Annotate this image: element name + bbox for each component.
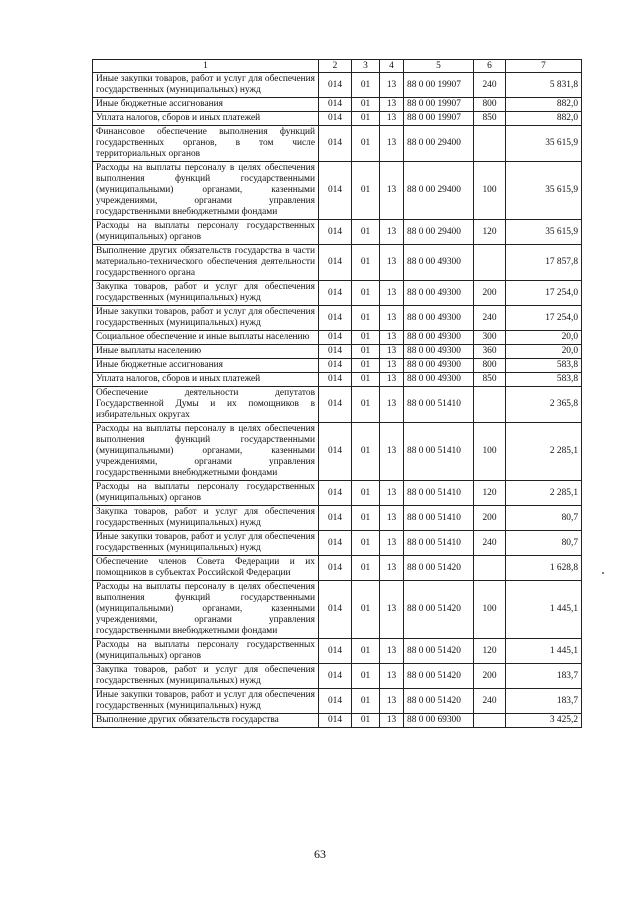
cell-csr: 88 0 00 49300 xyxy=(404,281,474,306)
cell-sum: 882,0 xyxy=(506,112,582,126)
table-row xyxy=(93,481,582,506)
cell-sum: 80,7 xyxy=(506,506,582,531)
cell-pr: 13 xyxy=(380,306,404,331)
cell-rz: 01 xyxy=(352,481,380,506)
cell-gr: 014 xyxy=(319,73,352,98)
cell-pr: 13 xyxy=(380,506,404,531)
cell-rz: 01 xyxy=(352,345,380,359)
cell-pr: 13 xyxy=(380,581,404,639)
cell-rz: 01 xyxy=(352,423,380,481)
cell-pr: 13 xyxy=(380,359,404,373)
table-row xyxy=(93,531,582,556)
cell-csr: 88 0 00 49300 xyxy=(404,331,474,345)
cell-csr: 88 0 00 49300 xyxy=(404,245,474,281)
cell-vr xyxy=(474,556,506,581)
table-row xyxy=(93,331,582,345)
table-row xyxy=(93,126,582,162)
cell-pr: 13 xyxy=(380,220,404,245)
page-number: 63 xyxy=(314,847,326,861)
cell-pr: 13 xyxy=(380,281,404,306)
cell-gr: 014 xyxy=(319,220,352,245)
table-row xyxy=(93,306,582,331)
cell-gr: 014 xyxy=(319,423,352,481)
cell-gr: 014 xyxy=(319,373,352,387)
cell-rz: 01 xyxy=(352,664,380,689)
cell-gr: 014 xyxy=(319,556,352,581)
column-header: 2 xyxy=(319,60,352,73)
cell-csr: 88 0 00 51420 xyxy=(404,556,474,581)
cell-vr xyxy=(474,387,506,423)
cell-csr: 88 0 00 29400 xyxy=(404,126,474,162)
cell-sum: 17 254,0 xyxy=(506,306,582,331)
cell-vr: 200 xyxy=(474,664,506,689)
cell-sum: 20,0 xyxy=(506,331,582,345)
cell-name: Выполнение других обязательств государства xyxy=(93,714,319,728)
cell-rz: 01 xyxy=(352,245,380,281)
cell-sum: 2 285,1 xyxy=(506,423,582,481)
cell-name: Обеспечение деятельности депутатов Государственной Думы и их помощников в избирательных округах xyxy=(93,387,319,423)
table-row xyxy=(93,639,582,664)
cell-name: Расходы на выплаты персоналу государственных (муниципальных) органов xyxy=(93,220,319,245)
cell-pr: 13 xyxy=(380,531,404,556)
table-row xyxy=(93,220,582,245)
cell-gr: 014 xyxy=(319,281,352,306)
cell-name: Иные выплаты населению xyxy=(93,345,319,359)
cell-csr: 88 0 00 29400 xyxy=(404,162,474,220)
cell-csr: 88 0 00 51410 xyxy=(404,423,474,481)
cell-gr: 014 xyxy=(319,112,352,126)
cell-rz: 01 xyxy=(352,714,380,728)
scan-speck xyxy=(602,572,604,574)
cell-csr: 88 0 00 51420 xyxy=(404,581,474,639)
cell-gr: 014 xyxy=(319,387,352,423)
cell-vr: 120 xyxy=(474,220,506,245)
cell-pr: 13 xyxy=(380,639,404,664)
cell-csr: 88 0 00 69300 xyxy=(404,714,474,728)
cell-name: Выполнение других обязательств государства в части материально-технического обеспечения деятельности государственного органа xyxy=(93,245,319,281)
cell-gr: 014 xyxy=(319,162,352,220)
cell-gr: 014 xyxy=(319,714,352,728)
cell-sum: 35 615,9 xyxy=(506,162,582,220)
cell-rz: 01 xyxy=(352,373,380,387)
column-header: 6 xyxy=(474,60,506,73)
cell-name: Социальное обеспечение и иные выплаты населению xyxy=(93,331,319,345)
cell-sum: 2 285,1 xyxy=(506,481,582,506)
cell-sum: 183,7 xyxy=(506,689,582,714)
cell-sum: 2 365,8 xyxy=(506,387,582,423)
cell-vr: 240 xyxy=(474,306,506,331)
cell-vr: 240 xyxy=(474,689,506,714)
cell-rz: 01 xyxy=(352,126,380,162)
cell-rz: 01 xyxy=(352,531,380,556)
cell-rz: 01 xyxy=(352,281,380,306)
cell-rz: 01 xyxy=(352,73,380,98)
cell-vr xyxy=(474,714,506,728)
table-row xyxy=(93,281,582,306)
cell-gr: 014 xyxy=(319,531,352,556)
cell-name: Иные закупки товаров, работ и услуг для обеспечения государственных (муниципальных) нужд xyxy=(93,531,319,556)
cell-sum: 183,7 xyxy=(506,664,582,689)
column-header: 1 xyxy=(93,60,319,73)
cell-gr: 014 xyxy=(319,98,352,112)
table-row xyxy=(93,112,582,126)
cell-rz: 01 xyxy=(352,162,380,220)
cell-sum: 3 425,2 xyxy=(506,714,582,728)
cell-csr: 88 0 00 19907 xyxy=(404,98,474,112)
budget-table xyxy=(92,59,582,728)
cell-rz: 01 xyxy=(352,506,380,531)
cell-vr: 800 xyxy=(474,359,506,373)
cell-sum: 1 445,1 xyxy=(506,581,582,639)
cell-vr: 300 xyxy=(474,331,506,345)
cell-name: Уплата налогов, сборов и иных платежей xyxy=(93,373,319,387)
cell-vr: 120 xyxy=(474,481,506,506)
cell-sum: 17 254,0 xyxy=(506,281,582,306)
table-row xyxy=(93,245,582,281)
column-header: 4 xyxy=(380,60,404,73)
cell-rz: 01 xyxy=(352,689,380,714)
cell-pr: 13 xyxy=(380,664,404,689)
cell-vr xyxy=(474,126,506,162)
cell-sum: 5 831,8 xyxy=(506,73,582,98)
cell-pr: 13 xyxy=(380,345,404,359)
cell-vr: 240 xyxy=(474,531,506,556)
cell-vr: 100 xyxy=(474,162,506,220)
table-row xyxy=(93,98,582,112)
cell-gr: 014 xyxy=(319,639,352,664)
cell-csr: 88 0 00 49300 xyxy=(404,359,474,373)
cell-name: Закупка товаров, работ и услуг для обеспечения государственных (муниципальных) нужд xyxy=(93,664,319,689)
cell-name: Иные закупки товаров, работ и услуг для обеспечения государственных (муниципальных) нужд xyxy=(93,73,319,98)
cell-name: Расходы на выплаты персоналу государственных (муниципальных) органов xyxy=(93,639,319,664)
cell-vr: 850 xyxy=(474,373,506,387)
cell-name: Закупка товаров, работ и услуг для обеспечения государственных (муниципальных) нужд xyxy=(93,281,319,306)
cell-vr: 800 xyxy=(474,98,506,112)
cell-name: Расходы на выплаты персоналу в целях обеспечения выполнения функций государственными (муниципальными) органами, казенными учреждениями, органами управления государственными внебюджетными фондами xyxy=(93,581,319,639)
cell-csr: 88 0 00 51420 xyxy=(404,664,474,689)
cell-sum: 35 615,9 xyxy=(506,126,582,162)
cell-vr: 360 xyxy=(474,345,506,359)
table-row xyxy=(93,73,582,98)
cell-csr: 88 0 00 29400 xyxy=(404,220,474,245)
cell-vr: 240 xyxy=(474,73,506,98)
cell-gr: 014 xyxy=(319,664,352,689)
cell-sum: 882,0 xyxy=(506,98,582,112)
cell-csr: 88 0 00 19907 xyxy=(404,112,474,126)
cell-sum: 583,8 xyxy=(506,359,582,373)
table-row xyxy=(93,387,582,423)
cell-csr: 88 0 00 49300 xyxy=(404,373,474,387)
table-row xyxy=(93,359,582,373)
cell-csr: 88 0 00 49300 xyxy=(404,345,474,359)
column-header: 7 xyxy=(506,60,582,73)
cell-rz: 01 xyxy=(352,306,380,331)
cell-sum: 1 445,1 xyxy=(506,639,582,664)
cell-csr: 88 0 00 51420 xyxy=(404,689,474,714)
cell-pr: 13 xyxy=(380,331,404,345)
cell-gr: 014 xyxy=(319,689,352,714)
cell-gr: 014 xyxy=(319,126,352,162)
table-row xyxy=(93,162,582,220)
cell-name: Расходы на выплаты персоналу в целях обеспечения выполнения функций государственными (муниципальными) органами, казенными учреждениями, органами управления государственными внебюджетными фондами xyxy=(93,423,319,481)
cell-rz: 01 xyxy=(352,359,380,373)
header-row xyxy=(93,60,582,73)
cell-vr: 120 xyxy=(474,639,506,664)
cell-name: Расходы на выплаты персоналу в целях обеспечения выполнения функций государственными (муниципальными) органами, казенными учреждениями, органами управления государственными внебюджетными фондами xyxy=(93,162,319,220)
cell-gr: 014 xyxy=(319,331,352,345)
table-row xyxy=(93,581,582,639)
cell-pr: 13 xyxy=(380,98,404,112)
cell-rz: 01 xyxy=(352,331,380,345)
cell-sum: 17 857,8 xyxy=(506,245,582,281)
cell-rz: 01 xyxy=(352,98,380,112)
cell-vr: 200 xyxy=(474,506,506,531)
cell-rz: 01 xyxy=(352,581,380,639)
cell-csr: 88 0 00 51420 xyxy=(404,639,474,664)
table-row xyxy=(93,345,582,359)
cell-name: Иные бюджетные ассигнования xyxy=(93,359,319,373)
cell-gr: 014 xyxy=(319,245,352,281)
column-header: 3 xyxy=(352,60,380,73)
cell-gr: 014 xyxy=(319,481,352,506)
cell-pr: 13 xyxy=(380,689,404,714)
cell-csr: 88 0 00 19907 xyxy=(404,73,474,98)
cell-pr: 13 xyxy=(380,387,404,423)
cell-name: Иные закупки товаров, работ и услуг для обеспечения государственных (муниципальных) нужд xyxy=(93,306,319,331)
cell-name: Расходы на выплаты персоналу государственных (муниципальных) органов xyxy=(93,481,319,506)
cell-pr: 13 xyxy=(380,112,404,126)
cell-sum: 20,0 xyxy=(506,345,582,359)
table-row xyxy=(93,556,582,581)
cell-gr: 014 xyxy=(319,359,352,373)
cell-name: Финансовое обеспечение выполнения функций государственных органов, в том числе территориальных органов xyxy=(93,126,319,162)
column-header: 5 xyxy=(404,60,474,73)
cell-sum: 35 615,9 xyxy=(506,220,582,245)
cell-csr: 88 0 00 51410 xyxy=(404,531,474,556)
cell-vr: 850 xyxy=(474,112,506,126)
cell-name: Обеспечение членов Совета Федерации и их помощников в субъектах Российской Федерации xyxy=(93,556,319,581)
cell-pr: 13 xyxy=(380,162,404,220)
table-row xyxy=(93,373,582,387)
cell-pr: 13 xyxy=(380,373,404,387)
cell-name: Иные закупки товаров, работ и услуг для обеспечения государственных (муниципальных) нужд xyxy=(93,689,319,714)
cell-name: Уплата налогов, сборов и иных платежей xyxy=(93,112,319,126)
cell-name: Иные бюджетные ассигнования xyxy=(93,98,319,112)
cell-vr: 200 xyxy=(474,281,506,306)
cell-pr: 13 xyxy=(380,556,404,581)
table-row xyxy=(93,664,582,689)
cell-pr: 13 xyxy=(380,481,404,506)
cell-pr: 13 xyxy=(380,714,404,728)
cell-csr: 88 0 00 51410 xyxy=(404,387,474,423)
cell-rz: 01 xyxy=(352,556,380,581)
table-row xyxy=(93,714,582,728)
cell-gr: 014 xyxy=(319,345,352,359)
cell-pr: 13 xyxy=(380,73,404,98)
cell-pr: 13 xyxy=(380,245,404,281)
cell-pr: 13 xyxy=(380,423,404,481)
cell-name: Закупка товаров, работ и услуг для обеспечения государственных (муниципальных) нужд xyxy=(93,506,319,531)
cell-rz: 01 xyxy=(352,387,380,423)
table-row xyxy=(93,689,582,714)
table-row xyxy=(93,423,582,481)
cell-csr: 88 0 00 51410 xyxy=(404,481,474,506)
cell-vr: 100 xyxy=(474,423,506,481)
cell-sum: 80,7 xyxy=(506,531,582,556)
cell-sum: 1 628,8 xyxy=(506,556,582,581)
cell-vr: 100 xyxy=(474,581,506,639)
cell-rz: 01 xyxy=(352,112,380,126)
cell-vr xyxy=(474,245,506,281)
cell-rz: 01 xyxy=(352,220,380,245)
cell-gr: 014 xyxy=(319,306,352,331)
cell-csr: 88 0 00 51410 xyxy=(404,506,474,531)
table-body xyxy=(93,73,582,728)
cell-sum: 583,8 xyxy=(506,373,582,387)
table-row xyxy=(93,506,582,531)
cell-pr: 13 xyxy=(380,126,404,162)
cell-csr: 88 0 00 49300 xyxy=(404,306,474,331)
cell-gr: 014 xyxy=(319,581,352,639)
cell-rz: 01 xyxy=(352,639,380,664)
cell-gr: 014 xyxy=(319,506,352,531)
